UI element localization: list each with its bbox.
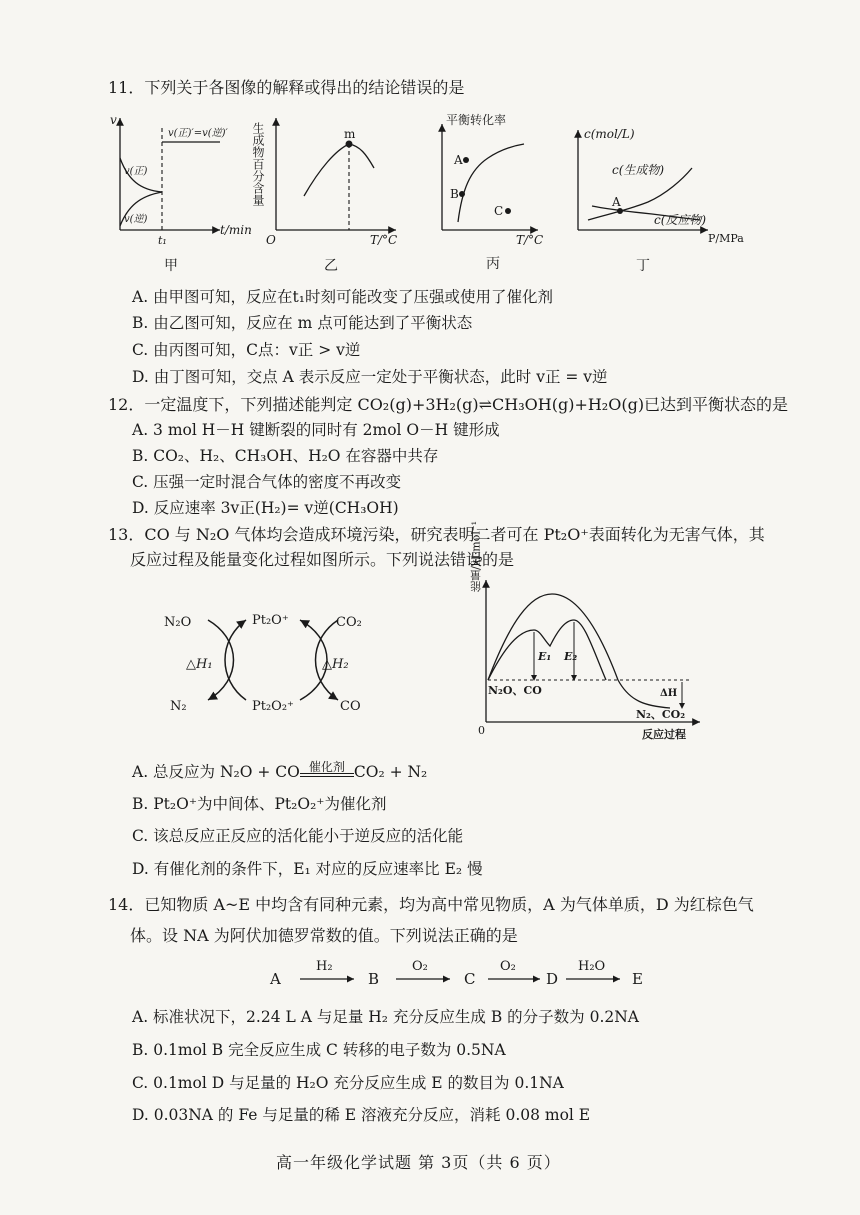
graph-jia <box>110 113 252 274</box>
energy-e2: E₂ <box>564 650 578 663</box>
q12-option-d: D. 反应速率 3v正(H₂)= v逆(CH₃OH) <box>132 499 399 517</box>
ding-y-label: c(mol/L) <box>584 127 635 141</box>
q14-stem-line1: 14．已知物质 A~E 中均含有同种元素，均为高中常见物质，A 为气体单质，D 为红棕色气 <box>108 895 754 914</box>
q12-stem: 12．一定温度下，下列描述能判定 CO₂(g)+3H₂(g)⇌CH₃OH(g)+H₂O(g)已达到平衡状态的是 <box>108 395 789 414</box>
yi-x-label: T/°C <box>370 233 398 247</box>
jia-x-label: t/min <box>220 223 252 237</box>
graph-ding <box>578 127 744 274</box>
q14-chain <box>260 952 660 992</box>
q11-graphs <box>108 110 788 280</box>
jia-caption: 甲 <box>164 258 178 274</box>
q11-option-a: A. 由甲图可知，反应在t₁时刻可能改变了压强或使用了催化剂 <box>132 288 553 306</box>
yi-point: m <box>344 127 356 141</box>
bing-y-label: 平衡转化率 <box>446 113 507 127</box>
q12-option-a: A. 3 mol H－H 键断裂的同时有 2mol O－H 键形成 <box>132 421 500 439</box>
chain-r3: O₂ <box>500 959 516 974</box>
energy-reactants: N₂O、CO <box>488 684 542 697</box>
q13-option-a <box>132 760 427 784</box>
q13-stem-line1: 13．CO 与 N₂O 气体均会造成环境污染，研究表明二者可在 Pt₂O⁺表面转化为无害气体，其 <box>108 525 765 544</box>
ding-x-label: P/MPa <box>708 232 744 245</box>
q11-option-b: B. 由乙图可知，反应在 m 点可能达到了平衡状态 <box>132 314 473 332</box>
q14-option-b: B. 0.1mol B 完全反应生成 C 转移的电子数为 0.5NA <box>132 1041 506 1059</box>
q13-stem-line2: 反应过程及能量变化过程如图所示。下列说法错误的是 <box>130 550 515 569</box>
page-footer: 高一年级化学试题 第 3页（共 6 页） <box>276 1153 561 1172</box>
chain-d: D <box>546 970 559 988</box>
jia-v-ni: v(逆) <box>124 214 148 225</box>
chain-c: C <box>464 970 476 988</box>
yi-origin: O <box>266 233 276 247</box>
energy-e1: E₁ <box>538 650 552 663</box>
q13-option-c: C. 该总反应正反应的活化能小于逆反应的活化能 <box>132 827 464 845</box>
chain-b: B <box>368 970 380 988</box>
q14-option-c: C. 0.1mol D 与足量的 H₂O 充分反应生成 E 的数目为 0.1NA <box>132 1074 564 1092</box>
energy-x-label: 反应过程 <box>642 728 686 741</box>
chain-r1: H₂ <box>316 959 333 974</box>
jia-t1: t₁ <box>158 234 167 247</box>
q11-option-c: C. 由丙图可知，C点：v正 > v逆 <box>132 341 361 359</box>
q13-cycle-diagram <box>150 600 390 720</box>
jia-v-zheng: v(正) <box>124 166 148 177</box>
q11-stem: 11．下列关于各图像的解释或得出的结论错误的是 <box>108 78 465 97</box>
energy-origin: 0 <box>478 724 485 737</box>
chain-r4: H₂O <box>578 959 606 974</box>
chain-e: E <box>632 970 643 988</box>
cycle-pt2o: Pt₂O⁺ <box>252 613 289 628</box>
q13-option-b: B. Pt₂O⁺为中间体、Pt₂O₂⁺为催化剂 <box>132 795 387 813</box>
cycle-pt2o2: Pt₂O₂⁺ <box>252 699 294 714</box>
yi-y-label: 生成物百分含量 <box>251 122 265 206</box>
cycle-dh2: △H₂ <box>322 657 349 672</box>
graph-bing <box>442 112 543 272</box>
energy-y-label: 能量/kJ·mol⁻¹ <box>469 520 483 592</box>
cycle-n2: N₂ <box>170 699 187 714</box>
cycle-co2: CO₂ <box>336 615 362 630</box>
q13-option-a-pre: A. 总反应为 N₂O + CO <box>132 763 300 781</box>
q13-energy-diagram <box>460 520 720 752</box>
catalyst-equals <box>300 760 354 777</box>
q12-option-b: B. CO₂、H₂、CH₃OH、H₂O 在容器中共存 <box>132 447 439 465</box>
ding-caption: 丁 <box>636 258 650 274</box>
q11-option-d: D. 由丁图可知，交点 A 表示反应一定处于平衡状态，此时 v正 = v逆 <box>132 368 608 386</box>
graph-yi <box>251 118 397 274</box>
jia-y-label: v <box>110 113 117 127</box>
ding-pA: A <box>612 195 621 209</box>
q13-option-d: D. 有催化剂的条件下，E₁ 对应的反应速率比 E₂ 慢 <box>132 860 483 878</box>
cycle-n2o: N₂O <box>164 615 192 630</box>
q14-stem-line2: 体。设 NA 为阿伏加德罗常数的值。下列说法正确的是 <box>130 926 518 945</box>
energy-dh: ΔH <box>660 688 678 699</box>
cycle-dh1: △H₁ <box>186 657 213 672</box>
q14-option-a: A. 标准状况下，2.24 L A 与足量 H₂ 充分反应生成 B 的分子数为 0.2NA <box>132 1008 639 1026</box>
q12-option-c: C. 压强一定时混合气体的密度不再改变 <box>132 473 402 491</box>
bing-pC: C <box>494 204 504 218</box>
catalyst-label: 催化剂 <box>308 760 345 774</box>
bing-caption: 丙 <box>486 256 500 272</box>
q13-option-a-post: CO₂ + N₂ <box>353 763 428 781</box>
jia-eq: v(正)′=v(逆)′ <box>168 128 228 139</box>
ding-reactant: c(反应物) <box>654 213 707 227</box>
energy-products: N₂、CO₂ <box>636 708 686 721</box>
bing-pA: A <box>454 153 463 167</box>
chain-r2: O₂ <box>412 959 428 974</box>
bing-pB: B <box>450 187 459 201</box>
q14-option-d: D. 0.03NA 的 Fe 与足量的稀 E 溶液充分反应，消耗 0.08 mol E <box>132 1106 591 1124</box>
yi-caption: 乙 <box>324 258 338 274</box>
cycle-co: CO <box>340 699 361 714</box>
ding-product: c(生成物) <box>612 163 665 177</box>
chain-a: A <box>270 970 281 988</box>
bing-x-label: T/°C <box>516 233 544 247</box>
